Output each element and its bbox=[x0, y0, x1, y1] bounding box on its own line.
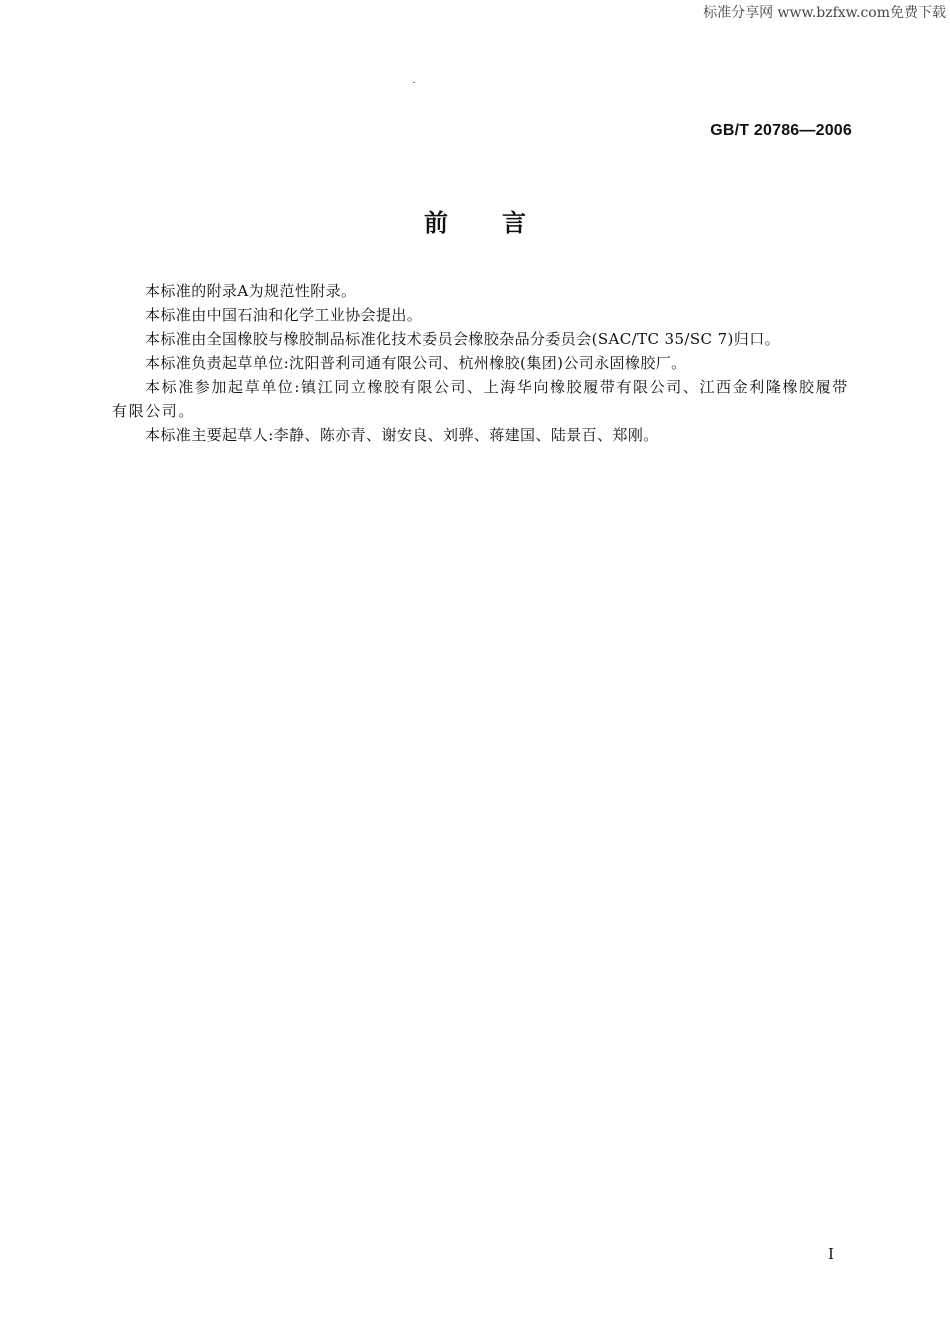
paragraph-participating-drafters: 本标准参加起草单位:镇江同立橡胶有限公司、上海华向橡胶履带有限公司、江西金利隆橡胶履带有限公司。 bbox=[112, 378, 849, 420]
scan-speck bbox=[413, 82, 415, 83]
paragraph-main-drafters: 本标准主要起草人:李静、陈亦青、谢安良、刘骅、蒋建国、陆景百、郑刚。 bbox=[145, 426, 659, 444]
foreword-body bbox=[112, 279, 852, 447]
watermark-text: 标准分享网 www.bzfxw.com免费下载 bbox=[703, 5, 946, 21]
paragraph-proposer: 本标准由中国石油和化学工业协会提出。 bbox=[145, 306, 423, 324]
standard-code: GB/T 20786—2006 bbox=[710, 122, 852, 139]
page-title: 前言 bbox=[424, 209, 580, 237]
paragraph-committee: 本标准由全国橡胶与橡胶制品标准化技术委员会橡胶杂品分委员会(SAC/TC 35/SC 7)归口。 bbox=[145, 330, 781, 348]
paragraph-annex: 本标准的附录A为规范性附录。 bbox=[145, 282, 357, 300]
paragraph-lead-drafters: 本标准负责起草单位:沈阳普利司通有限公司、杭州橡胶(集团)公司永固橡胶厂。 bbox=[145, 354, 687, 372]
page-number: I bbox=[828, 1245, 834, 1263]
